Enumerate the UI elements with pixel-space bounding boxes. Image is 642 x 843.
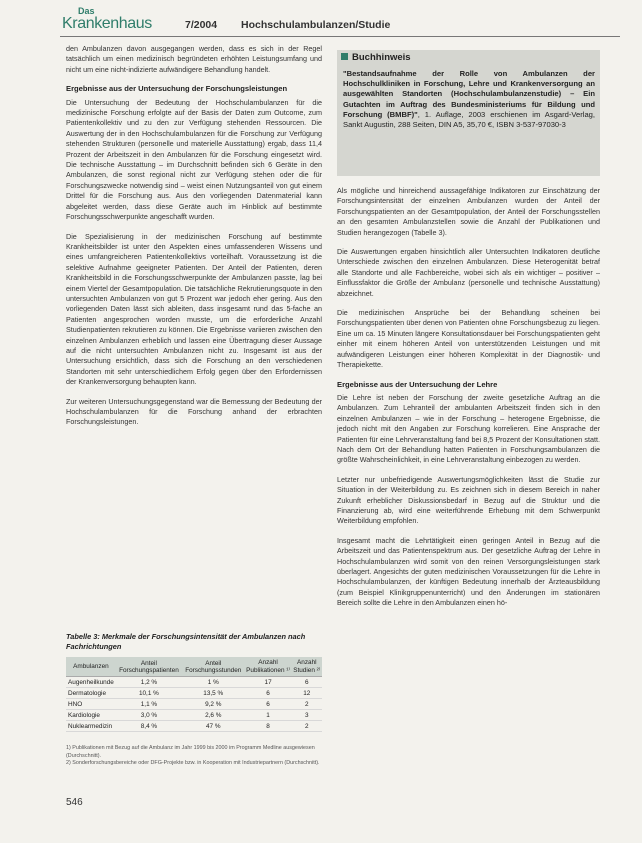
table-cell: 6 <box>245 699 292 710</box>
paragraph: Letzter nur unbefriedigende Auswertungsmöglichkeiten lässt die Studie zur Situation in der Weiterbildung zu. Es zeichnen sich in diesem Bereich in naher Zukunft erheblicher Diskussionsbedarf in Bezug auf die Struktur und die Finanzierung ab, wird eine weiterführende Erhebung mit dem Schwerpunkt Weiterbildung empfohlen. <box>337 474 600 526</box>
column-header: Anteil Forschungspatienten <box>116 657 182 677</box>
table-cell: 1,2 % <box>116 677 182 688</box>
column-header: Anzahl Studien ²⁾ <box>292 657 322 677</box>
table-cell: 6 <box>245 688 292 699</box>
page-header <box>60 6 620 40</box>
table-cell: 17 <box>245 677 292 688</box>
table-cell: 6 <box>292 677 322 688</box>
paragraph: Die Untersuchung der Bedeutung der Hochschulambulanzen für die medizinische Forschung erfolgte auf der Basis der Daten zum Outcome, zum Patientenkollektiv und zu den zur Verfügung stehenden Ressourcen. Die Auswertung der in den Hochschulambulanzen für die Forschung zur Verfügung stehenden Strukturen (personelle und materielle Ausstattung) ergab, dass 11,4 Prozent der Arbeitszeit in den Ambulanzen für die Forschung eingesetzt wird. Die technische Ausstattung – im Durchschnitt befinden sich 6 Geräte in den Ambulanzen, die sonst regional nicht zur Verfügung stehen oder die für Forschungszwecke notwendig sind – weist einen Nutzungsanteil von gut einem Drittel für die Forschung aus. Aus den vorliegenden Datenmaterial kann abgeleitet werden, dass diese Geräte auch im Hinblick auf bestimmte Forschungsschwerpunkte angeschafft wurden. <box>66 97 322 222</box>
left-column <box>66 44 322 437</box>
table-cell: 2 <box>292 699 322 710</box>
table-caption: Tabelle 3: Merkmale der Forschungsintensität der Ambulanzen nach Fachrichtungen <box>66 632 306 651</box>
book-notice-box <box>337 50 600 176</box>
table-cell: Kardiologie <box>66 710 116 721</box>
table-cell: 10,1 % <box>116 688 182 699</box>
table-cell: 2 <box>292 721 322 732</box>
table-cell: 13,5 % <box>182 688 245 699</box>
table-row <box>66 710 322 721</box>
table-row <box>66 721 322 732</box>
paragraph: Insgesamt macht die Lehrtätigkeit einen geringen Anteil in Bezug auf die Arbeitszeit und das Patientenspektrum aus. Der gesetzliche Auftrag der Lehre in Hochschulambulanzen wird somit von den reinen Versorgungsleistungen stark überlagert. Angesichts der guten medizinischen Voraussetzungen für die Lehre in Hochschulambulanzen, der künftigen Bedeutung innerhalb der Ärzteausbildung (zum Beispiel Klinikgruppenunterricht) und den Änderungen im stationären Bereich sollte die Lehre in den Ambulanzen einen hö- <box>337 535 600 608</box>
table-footnotes <box>66 745 322 768</box>
book-notice-body <box>343 69 595 130</box>
table-cell: 1 <box>245 710 292 721</box>
book-notice-title <box>341 53 411 63</box>
table-cell: 8 <box>245 721 292 732</box>
journal-logo: Krankenhaus <box>62 15 152 32</box>
square-bullet-icon <box>341 53 348 60</box>
issue-number: 7/2004 <box>185 19 218 31</box>
book-title: "Bestandsaufnahme der Rolle von Ambulanzen der Hochschulkliniken in Forschung, Lehre und Krankenversorgung an ausgewählten Standorten (Hochschulambulanzenstudie) – Ein Gutachten im Auftrag des Bundesministeriums für Bildung und Forschung (BMBF)" <box>343 69 595 119</box>
table-cell: 1 % <box>182 677 245 688</box>
table-cell: 8,4 % <box>116 721 182 732</box>
table-cell: 2,6 % <box>182 710 245 721</box>
table-cell: 47 % <box>182 721 245 732</box>
research-table <box>66 657 322 732</box>
table-cell: Dermatologie <box>66 688 116 699</box>
table-cell: 3,0 % <box>116 710 182 721</box>
paragraph: Als mögliche und hinreichend aussagefähige Indikatoren zur Einschätzung der Forschungsintensität der einzelnen Ambulanzen wurden der Anteil der Forschungspatienten an der Gesamtpopulation, der Anteil der Forschungsstellen an den gesamten Ambulanzstellen sowie die Anzahl der Publikationen und Studien herangezogen (Tabelle 3). <box>337 186 600 237</box>
section-heading-research: Ergebnisse aus der Untersuchung der Forschungsleistungen <box>66 84 288 94</box>
header-divider <box>60 36 620 37</box>
table-cell: 1,1 % <box>116 699 182 710</box>
table-cell: 9,2 % <box>182 699 245 710</box>
table-row <box>66 688 322 699</box>
paragraph: Die medizinischen Ansprüche bei der Behandlung scheinen bei Forschungspatienten über denen von Patienten ohne Forschungsbezug zu liegen. Eine um ca. 15 Minuten längere Konsultationsdauer bei Forschungspatienten geht einher mit einem höheren Anteil von unterstützenden Leistungen und mit aufwändigeren Leistungen einer höheren Komplexität in der Diagnostik- und Therapiekette. <box>337 308 600 370</box>
column-header: Ambulanzen <box>66 657 116 677</box>
intro-paragraph: den Ambulanzen davon ausgegangen werden, dass es sich in der Regel tatsächlich um einen medizinisch begründeten erhöhten Leistungsumfang und nicht um eine nicht-indizierte aufwändigere Behandlung handelt. <box>66 44 322 74</box>
right-column <box>337 186 600 618</box>
paragraph: Die Spezialisierung in der medizinischen Forschung auf bestimmte Krankheitsbilder ist unter den Aspekten eines umfassenderen Wissens und eines umfangreicheren Patientenkollektivs vorteilhaft. Voraussetzung ist die selektive Aufnahme geeigneter Patienten. Der Anteil der Patienten, deren Krankheitsbild in die Forschungsschwerpunkte der Ambulanzen passte, lag bei einem Viertel der Gesamtpopulation. Die tatsächliche Rekrutierungsquote in den untersuchten Ambulanzen von gut 5 Prozent war jedoch eher gering. Aus den vorliegenden Daten lässt sich ableiten, dass insgesamt rund das 5-fache an Patienten angesprochen worden musste, um die erforderliche Anzahl Studienpatienten rekrutieren zu können. Die Ergebnisse variieren zwischen den einzelnen Ambulanzen erheblich und lassen eine Übertragung dieser Aussage auf die nicht untersuchten Ambulanzen nicht zu. Insgesamt ist aus der Untersuchung ersichtlich, dass sich die Forschung an den verschiedenen Standorten mit sehr unterschiedlichem Erfolg gegen über den Erfordernissen der Krankenversorgung behaupten kann. <box>66 231 322 387</box>
book-notice-title-text: Buchhinweis <box>352 52 411 63</box>
column-header: Anzahl Publikationen ¹⁾ <box>245 657 292 677</box>
table-row <box>66 677 322 688</box>
section-heading-teaching: Ergebnisse aus der Untersuchung der Lehre <box>337 379 498 389</box>
table-cell: 12 <box>292 688 322 699</box>
table-cell: Nuklearmedizin <box>66 721 116 732</box>
book-details: , 1. Auflage, 2003 erschienen im Asgard-Verlag, Sankt Augustin, 288 Seiten, DIN A5, 35,70 €, ISBN 3-537-97030-3 <box>343 109 595 130</box>
section-title: Hochschulambulanzen/Studie <box>241 19 391 31</box>
paragraph: Die Auswertungen ergaben hinsichtlich aller Untersuchten Indikatoren deutliche Unterschiede zwischen den einzelnen Ambulanzen. Diese Heterogenität betraf alle Standorte und alle Fachbereiche, wobei sich als ein wichtiger – positiver – Einflussfaktor die Größe der Ambulanz (personelle und technische Ausstattung) abzeichnet. <box>337 247 600 298</box>
column-header: Anteil Forschungsstunden <box>182 657 245 677</box>
table-row <box>66 699 322 710</box>
table-cell: Augenheilkunde <box>68 678 114 686</box>
journal-logo-prefix: Das <box>78 6 95 16</box>
footnote: 2) Sonderforschungsbereiche oder DFG-Projekte bzw. in Kooperation mit Industriepartnern (Durchschnitt). <box>66 760 320 767</box>
table-cell: 3 <box>292 710 322 721</box>
footnote: 1) Publikationen mit Bezug auf die Ambulanz im Jahr 1999 bis 2000 im Programm Medline ausgewiesen (Durchschnitt). <box>66 745 315 759</box>
paragraph: Die Lehre ist neben der Forschung der zweite gesetzliche Auftrag an die Ambulanzen. Zum Lehranteil der ambulanten Arbeitszeit finden sich in den einzelnen Ambulanzen – wie in der Forschung – heterogene Ergebnisse, die jedoch nicht mit den Angaben zur Forschung korrelieren. Eine Ansprache der Patienten für eine Lehrveranstaltung fand bei 8,5 Prozent der Konsultationen statt. Nach dem Ort der Behandlung hatten Patienten in Forschungsambulanzen die größte Wahrscheinlichkeit, in eine Lehrveranstaltung einbezogen zu werden. <box>337 392 600 465</box>
paragraph: Zur weiteren Untersuchungsgegenstand war die Bemessung der Bedeutung der Hochschulambulanzen für die Forschung anhand der erbrachten Forschungsleistungen. <box>66 396 322 427</box>
table-cell: HNO <box>66 699 116 710</box>
table-header-row <box>66 657 322 677</box>
page-number: 546 <box>66 797 83 808</box>
